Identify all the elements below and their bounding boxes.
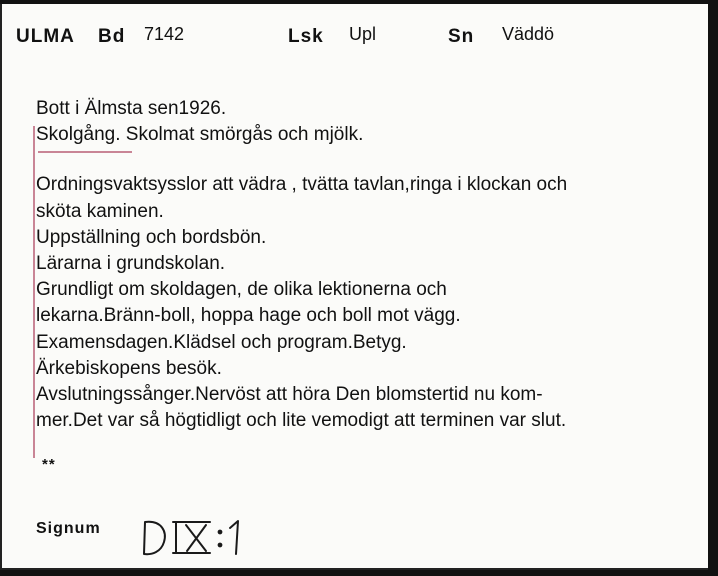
lsk-value: Upl — [349, 24, 377, 44]
text-line: Uppställning och bordsbön. — [36, 226, 267, 248]
bd-label: Bd — [98, 26, 126, 47]
text-line: Skolgång. Skolmat smörgås och mjölk. — [36, 124, 364, 146]
index-card — [0, 4, 708, 570]
text-line: lekarna.Bränn-boll, hoppa hage och boll mot vägg. — [36, 305, 461, 327]
sn-value: Väddö — [502, 24, 555, 44]
text-line: Grundligt om skoldagen, de olika lektionerna och — [36, 279, 447, 301]
signum-label: Signum — [36, 520, 101, 537]
text-line: sköta kaminen. — [36, 200, 164, 222]
text-line: Avslutningssånger.Nervöst att höra Den blomstertid nu kom- — [36, 384, 543, 406]
text-line: Ärkebiskopens besök. — [36, 357, 222, 379]
text-line: Ordningsvaktsysslor att vädra , tvätta tavlan,ringa i klockan och — [36, 174, 568, 196]
card-text — [36, 96, 676, 434]
paragraph-gap — [36, 148, 676, 172]
text-line: Examensdagen.Klädsel och program.Betyg. — [36, 331, 407, 353]
archive-label: ULMA — [16, 26, 75, 47]
lsk-label: Lsk — [288, 26, 324, 47]
text-line: Lärarna i grundskolan. — [36, 253, 226, 275]
text-line: mer.Det var så högtidligt och lite vemodigt att terminen var slut. — [36, 410, 567, 432]
sn-label: Sn — [448, 26, 475, 47]
end-mark: ** — [42, 456, 56, 473]
margin-rule — [33, 126, 35, 458]
bd-value: 7142 — [144, 24, 185, 44]
text-line: Bott i Älmsta sen1926. — [36, 98, 227, 119]
signum-handwriting — [140, 512, 258, 560]
